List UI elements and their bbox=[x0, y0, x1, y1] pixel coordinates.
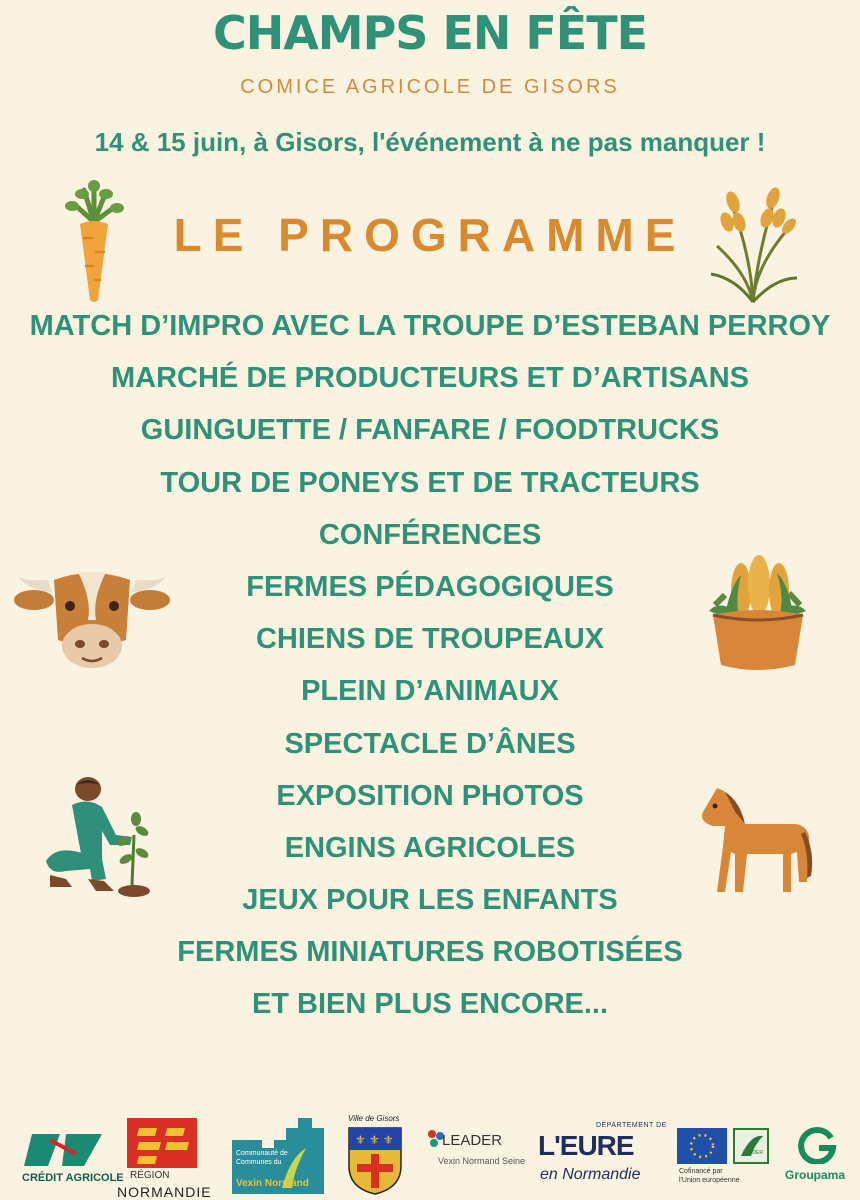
ccvn-logo bbox=[232, 1118, 324, 1194]
programme-item: EXPOSITION PHOTOS bbox=[276, 779, 584, 812]
region-normandie-logo bbox=[117, 1118, 212, 1200]
credit-agricole-logo bbox=[20, 1130, 124, 1190]
svg-text:⚜: ⚜ bbox=[383, 1133, 394, 1147]
credit-agricole-label: CRÉDIT AGRICOLE bbox=[22, 1172, 124, 1184]
groupama-logo bbox=[782, 1124, 852, 1188]
gisors-label: Ville de Gisors bbox=[348, 1114, 400, 1123]
programme-heading: LE PROGRAMME bbox=[173, 209, 687, 261]
carrot-icon bbox=[62, 180, 126, 305]
programme-item: FERMES PÉDAGOGIQUES bbox=[246, 570, 614, 603]
ccvn-line1: Communauté de bbox=[236, 1150, 288, 1157]
programme-item: ET BIEN PLUS ENCORE... bbox=[251, 988, 609, 1021]
programme-item: JEUX POUR LES ENFANTS bbox=[242, 884, 618, 917]
programme-item: FERMES MINIATURES ROBOTISÉES bbox=[177, 936, 683, 969]
region-label-big: NORMANDIE bbox=[117, 1184, 212, 1200]
corn-sack-icon bbox=[705, 555, 810, 673]
programme-item: CONFÉRENCES bbox=[318, 518, 542, 551]
eu-leader-logo bbox=[677, 1128, 772, 1194]
leader-vexin-logo bbox=[424, 1126, 524, 1186]
ccvn-line2: Communes du bbox=[236, 1159, 282, 1166]
svg-text:⚜: ⚜ bbox=[369, 1133, 380, 1147]
sponsor-logos-bar bbox=[0, 1110, 860, 1200]
event-date-line: 14 & 15 juin, à Gisors, l'événement à ne pas manquer ! bbox=[94, 127, 766, 157]
eure-top: DÉPARTEMENT DE bbox=[596, 1122, 667, 1129]
event-title: CHAMPS EN FÊTE bbox=[212, 6, 648, 60]
wheat-icon bbox=[705, 178, 801, 303]
eu-leader-badge: LEADER bbox=[743, 1150, 764, 1156]
horse-icon bbox=[695, 782, 815, 897]
programme-item: CHIENS DE TROUPEAUX bbox=[255, 623, 605, 656]
programme-item: PLEIN D’ANIMAUX bbox=[301, 675, 559, 708]
programme-item: ENGINS AGRICOLES bbox=[284, 831, 576, 864]
gardener-icon bbox=[36, 775, 151, 900]
leader-title: LEADER bbox=[442, 1132, 503, 1149]
eure-sub: en Normandie bbox=[540, 1166, 641, 1183]
cow-icon bbox=[12, 560, 172, 675]
svg-text:⚜: ⚜ bbox=[355, 1133, 366, 1147]
programme-item: GUINGUETTE / FANFARE / FOODTRUCKS bbox=[140, 414, 720, 447]
programme-item: MATCH D’IMPRO AVEC LA TROUPE D’ESTEBAN PERROY bbox=[29, 310, 831, 342]
eu-line1: Cofinancé par bbox=[679, 1168, 723, 1175]
groupama-label: Groupama bbox=[785, 1168, 846, 1182]
gisors-coat-of-arms bbox=[344, 1114, 406, 1198]
eure-logo bbox=[538, 1122, 667, 1194]
ccvn-line3: Vexin Normand bbox=[236, 1178, 309, 1189]
region-label-small: RÉGION bbox=[130, 1170, 170, 1181]
eu-line2: l'Union européenne bbox=[679, 1177, 740, 1184]
programme-item: SPECTACLE D’ÂNES bbox=[284, 727, 576, 760]
programme-item: TOUR DE PONEYS ET DE TRACTEURS bbox=[160, 466, 700, 499]
event-subtitle: COMICE AGRICOLE DE GISORS bbox=[240, 76, 620, 98]
leader-subtitle: Vexin Normand Seine bbox=[438, 1156, 526, 1166]
eure-main: L'EURE bbox=[538, 1130, 634, 1161]
programme-item: MARCHÉ DE PRODUCTEURS ET D’ARTISANS bbox=[110, 362, 750, 395]
